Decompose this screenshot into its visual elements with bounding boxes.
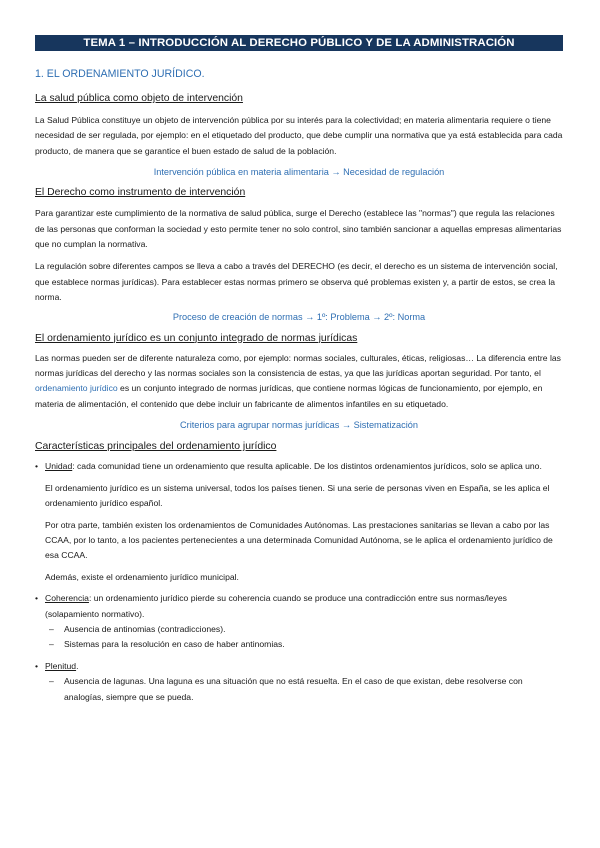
- dash-icon: –: [49, 676, 54, 687]
- paragraph-regulacion: La regulación sobre diferentes campos se lleva a cabo a través del DERECHO (es decir, el derecho es un sistema de intervención social, que establece normas jurídicas). Para establecer estas normas primero se observa qué problemas existen y, a partir de estos, se crea la norma.: [35, 261, 558, 303]
- list-item-unidad: [35, 459, 563, 474]
- document-page: [35, 35, 563, 705]
- sublist-item: [49, 637, 563, 652]
- document-title: TEMA 1 – INTRODUCCIÓN AL DERECHO PÚBLICO Y DE LA ADMINISTRACIÓN: [35, 35, 563, 51]
- characteristics-list-plenitud: [35, 659, 563, 674]
- sublist-item-text: Ausencia de lagunas. Una laguna es una situación que no está resuelta. En el caso de que existan, debe resolverse con analogías, siempre que se pueda.: [64, 676, 523, 702]
- paragraph-ordenamiento-text-b: es un conjunto integrado de normas jurídicas, que contiene normas lógicas de funcionamiento, por ejemplo, en materia de alimentación, el contenido que debe incluir un fabricante de alimentos infantiles en su etiquetado.: [35, 383, 543, 409]
- characteristics-list: [35, 459, 563, 474]
- paragraph-ordenamiento: [35, 351, 563, 413]
- paragraph-unidad-municipal: Además, existe el ordenamiento jurídico municipal.: [45, 571, 239, 582]
- dash-icon: –: [49, 639, 54, 650]
- subheading-caracteristicas: Características principales del ordenamiento jurídico: [35, 441, 277, 453]
- text-coherencia: : un ordenamiento jurídico pierde su coherencia cuando se produce una contradicción entre sus normas/leyes (solapamiento normativo).: [45, 593, 507, 619]
- highlight-regulacion: Intervención pública en materia alimentaria → Necesidad de regulación: [153, 167, 445, 178]
- paragraph-derecho: Para garantizar este cumplimiento de la normativa de salud pública, surge el Derecho (establece las "normas") que regula las relaciones de las personas que conforman la sociedad y esto permite tener no solo control, sino también sancionar a aquellas empresas alimentarias que no cumplan la normativa.: [35, 208, 562, 250]
- subheading-derecho: El Derecho como instrumento de intervención: [35, 187, 246, 199]
- subheading-ordenamiento: El ordenamiento jurídico es un conjunto integrado de normas jurídicas: [35, 332, 358, 344]
- characteristics-list-coherencia: [35, 591, 563, 622]
- sublist-item: [49, 622, 563, 637]
- paragraph-salud-publica: La Salud Pública constituye un objeto de intervención pública por su interés para la colectividad; en materia alimentaria requiere o tiene necesidad de ser regulada, por ejemplo: en el etiquetado del producto, que debe cumplir una normativa que ya está establecida para cada producto, de manera que se garantice el buen estado de salud de la población.: [35, 115, 563, 156]
- paragraph-ordenamiento-text-a: Las normas pueden ser de diferente naturaleza como, por ejemplo: normas sociales, culturales, éticas, religiosas… La diferencia entre las normas jurídicas del derecho y las normas sociales son la consistencia de estas, ya que las jurídicas aportan seguridad. Por tanto, el: [35, 352, 561, 379]
- bullet-icon: •: [35, 660, 39, 671]
- sublist-item: [49, 674, 563, 705]
- paragraph-unidad-ccaa: Por otra parte, también existen los ordenamientos de Comunidades Autónomas. Las prestaciones sanitarias se llevan a cabo por las CCAA, por lo tanto, a los pacientes pertenecientes a una determinada Comunidad Autónoma, se le aplica el ordenamiento jurídico de esa CCAA.: [45, 519, 553, 561]
- highlight-proceso-normas: Proceso de creación de normas → 1º: Problema → 2º: Norma: [172, 311, 426, 322]
- paragraph-unidad-universal: El ordenamiento jurídico es un sistema universal, todos los países tienen. Si una serie de personas viven en España, se les aplica el ordenamiento jurídico español.: [45, 482, 550, 509]
- list-item-plenitud: [35, 659, 563, 674]
- bullet-icon: •: [35, 593, 39, 604]
- term-coherencia: Coherencia: [45, 593, 89, 604]
- text-plenitud: .: [76, 660, 79, 671]
- dash-icon: –: [49, 623, 54, 634]
- term-unidad: Unidad: [45, 461, 73, 472]
- text-unidad: : cada comunidad tiene un ordenamiento que resulta aplicable. De los distintos ordenamientos jurídicos, solo se aplica uno.: [72, 461, 542, 472]
- highlight-sistematizacion: Criterios para agrupar normas jurídicas → Sistematización: [180, 420, 418, 431]
- section-heading: 1. EL ORDENAMIENTO JURÍDICO.: [35, 68, 205, 80]
- list-item-coherencia: [35, 591, 563, 622]
- subheading-salud-publica: La salud pública como objeto de intervención: [35, 93, 243, 104]
- ordenamiento-juridico-term: ordenamiento jurídico: [35, 383, 118, 394]
- plenitud-sublist: [35, 674, 563, 705]
- sublist-item-text: Sistemas para la resolución en caso de haber antinomias.: [64, 639, 285, 650]
- sublist-item-text: Ausencia de antinomias (contradicciones).: [64, 623, 226, 634]
- coherencia-sublist: [35, 622, 563, 653]
- term-plenitud: Plenitud: [45, 660, 77, 671]
- bullet-icon: •: [35, 461, 39, 472]
